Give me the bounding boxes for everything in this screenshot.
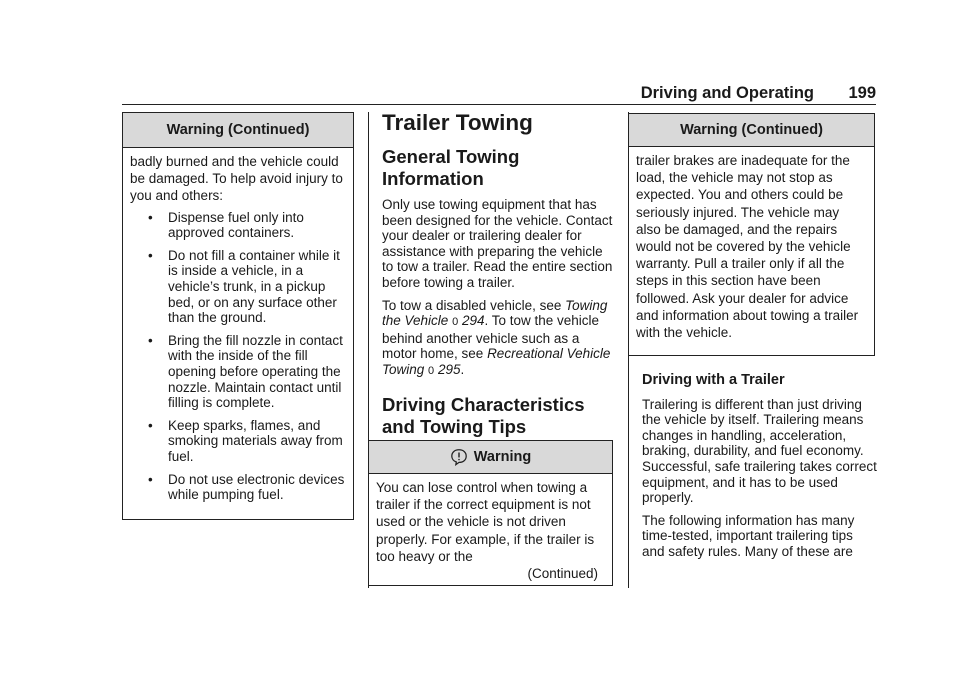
bullet-icon: • (148, 247, 153, 263)
text: To tow a disabled vehicle, see (382, 297, 562, 313)
subsection-heading: General Towing Information (382, 146, 520, 189)
arrow-icon: 0 (452, 316, 459, 329)
warning-box-continued (628, 113, 875, 356)
warning-header (369, 441, 612, 474)
page-reference-link[interactable]: 294 (461, 313, 485, 329)
warning-header (629, 114, 874, 147)
list-item (130, 472, 346, 503)
warning-text: trailer brakes are inadequate for the load, the vehicle may not stop as expected. You and others could be seriously injured. The vehicle may also be damaged, and the repairs would not be covered by the vehicle warranty. Pull a trailer only if all the steps in this section have been followed. Ask your dealer for advice and information about towing a trailer with the vehicle. (636, 153, 859, 341)
warning-title: Warning (473, 449, 532, 465)
section-title: Driving and Operating (640, 84, 814, 102)
paragraph (382, 298, 614, 380)
text: . To tow the vehicle behind another vehicle such as a motor home, see (382, 313, 600, 362)
bullet-icon: • (148, 417, 153, 433)
warning-body (369, 474, 612, 582)
list-item (130, 210, 346, 241)
column-trailer-towing (382, 110, 614, 445)
warning-box-fuel (122, 112, 354, 520)
text: . (460, 361, 465, 377)
bullet-text: Do not use electronic devices while pumping fuel. (168, 471, 345, 503)
column-driving-with-trailer (642, 373, 878, 567)
continued-label: (Continued) (527, 566, 598, 582)
warning-box-towing (368, 440, 613, 586)
cross-reference-link[interactable]: Recreational Vehicle Towing (382, 346, 611, 377)
warning-body (629, 147, 874, 341)
bullet-icon: • (148, 471, 153, 487)
page-number: 199 (848, 84, 876, 102)
bullet-text: Do not fill a container while it is inside a vehicle, in a vehicle’s trunk, in a pickup bed, or on any surface other than the ground. (168, 247, 340, 326)
warning-bubble-icon (450, 448, 468, 466)
warning-bullet-list (130, 210, 346, 503)
warning-header (123, 113, 353, 148)
subsection-heading: Driving Characteristics and Towing Tips (382, 393, 585, 437)
bullet-icon: • (148, 332, 153, 348)
bullet-text: Bring the fill nozzle in contact with the inside of the fill opening before operating the nozzle. Maintain contact until filling is complete. (168, 332, 343, 411)
paragraph: Only use towing equipment that has been designed for the vehicle. Contact your dealer or trailering dealer for assistance with preparing the vehicle to tow a trailer. Read the entire section before towing a trailer. (382, 197, 613, 290)
paragraph: The following information has many time-tested, important trailering tips and safety rules. Many of these are (642, 512, 855, 559)
list-item (130, 333, 346, 411)
warning-text: You can lose control when towing a trailer if the correct equipment is not used or the vehicle is not driven properly. For example, if the trailer is too heavy or the (376, 480, 595, 564)
list-item (130, 418, 346, 465)
bullet-icon: • (148, 209, 153, 225)
subsection-heading: Driving with a Trailer (642, 372, 785, 388)
paragraph: Trailering is different than just driving the vehicle by itself. Trailering means changes in handling, acceleration, braking, durability, and fuel economy. Successful, safe trailering takes correct equipment, and it has to be used properly. (642, 396, 877, 506)
warning-body (123, 148, 353, 503)
section-heading: Trailer Towing (382, 110, 533, 135)
bullet-text: Dispense fuel only into approved containers. (168, 209, 304, 241)
page-reference-link[interactable]: 295 (437, 361, 461, 377)
warning-title: Warning (Continued) (166, 122, 310, 138)
list-item (130, 248, 346, 326)
cross-reference-link[interactable]: Towing the Vehicle (382, 297, 608, 329)
warning-intro: badly burned and the vehicle could be damaged. To help avoid injury to you and others: (130, 154, 343, 204)
bullet-text: Keep sparks, flames, and smoking materials away from fuel. (168, 417, 343, 464)
warning-title: Warning (Continued) (680, 122, 823, 138)
page-header (122, 82, 876, 105)
arrow-icon: 0 (428, 364, 435, 377)
